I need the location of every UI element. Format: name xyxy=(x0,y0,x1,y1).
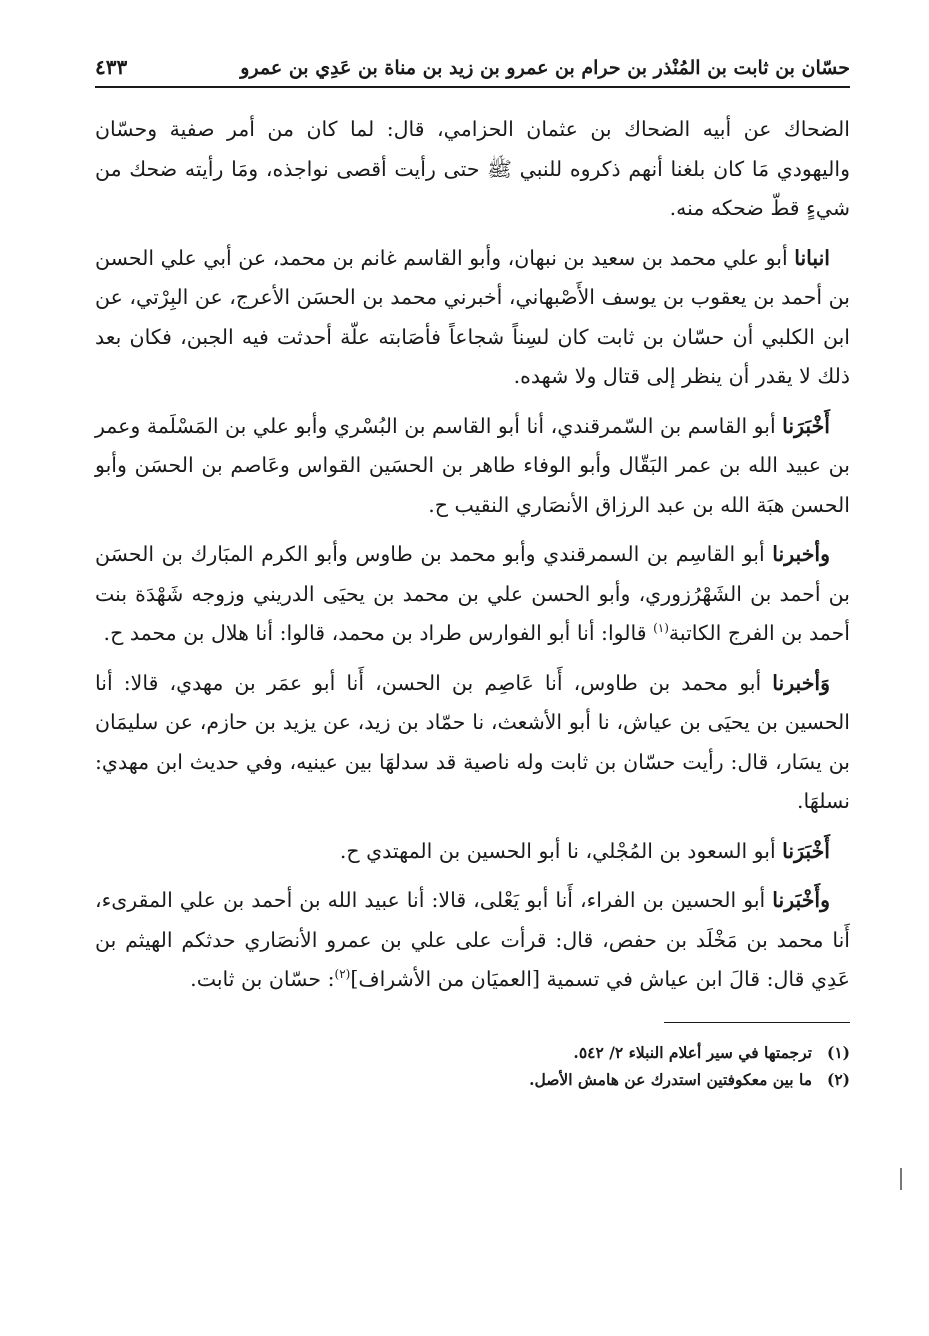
paragraph-text: أبو القاسم بن السّمرقندي، أنا أبو القاسم بن البُسْري وأبو علي بن المَسْلَمة وعمر بن عبيد الله بن عمر البَقّال وأبو الوفاء طاهر بن الحسَين القواس وعَاصم بن الحسَن وأبو الحسن هبَة الله بن عبد الرزاق الأنصَاري النقيب ح. xyxy=(95,413,850,517)
footnote-text: ترجمتها في سير أعلام النبلاء ٢/ ٥٤٢. xyxy=(573,1042,812,1062)
footnote-number: (١) xyxy=(826,1042,850,1062)
paragraph xyxy=(95,110,850,229)
paragraph xyxy=(95,239,850,397)
page-number: ٤٣٣ xyxy=(95,55,128,79)
margin-mark xyxy=(900,1168,902,1190)
paragraph xyxy=(95,881,850,1000)
paragraph-text: الضحاك عن أبيه الضحاك بن عثمان الحزامي، قال: لما كان من أمر صفية وحسّان واليهودي مَا كان بلغنا أنهم ذكروه للنبي ﷺ حتى رأيت أقصى نواجذه، ومَا رأيته ضحك من شيءٍ قطّ ضحكه منه. xyxy=(95,117,850,220)
footnotes xyxy=(95,1039,850,1093)
paragraph-text: أبو علي محمد بن سعيد بن نبهان، وأبو القاسم غانم بن محمد، عن أبي علي الحسن بن أحمد بن يعقوب بن يوسف الأَصْبهاني، أخبرني محمد بن الحسَن الأعرج، عن البِرْتي، عن ابن الكلبي أن حسّان بن ثابت كان لسِناً شجاعاً فأصَابته علّة أحدثت فيه الجبن، فكان بعد ذلك لا يقدر أن ينظر إلى قتال ولا شهده. xyxy=(95,245,850,388)
paragraph-lead: أَخْبَرَنا xyxy=(782,838,830,863)
paragraph-text: أبو السعود بن المُجْلي، نا أبو الحسين بن المهتدي ح. xyxy=(339,838,783,863)
book-page xyxy=(95,52,850,1093)
paragraph xyxy=(95,535,850,654)
footnote-1 xyxy=(95,1039,850,1066)
running-title: حسّان بن ثابت بن المُنْذر بن حرام بن عمرو بن زيد بن مناة بن عَدِي بن عمرو xyxy=(240,57,850,79)
paragraph xyxy=(95,664,850,822)
footnote-text: ما بين معكوفتين استدرك عن هامش الأصل. xyxy=(529,1069,812,1089)
footnote-2 xyxy=(95,1066,850,1093)
paragraph-lead: وأخبرنا xyxy=(772,542,830,566)
paragraph-text-tail: : حسّان بن ثابت. xyxy=(190,967,335,991)
footnote-divider xyxy=(664,1022,850,1023)
paragraph-text: أبو محمد بن طاوس، أَنا عَاصِم بن الحسن، أَنا أبو عمَر بن مهدي، قالا: أنا الحسين بن يحيَى بن عياش، نا أبو الأشعث، نا حمّاد بن زيد، عن يزيد بن حازم، عن سليمَان بن يسَار، قال: رأيت حسّان بن ثابت وله ناصية قد سدلهَا بين عينيه، وفي حديث ابن مهدي: نسلهَا. xyxy=(95,670,850,813)
paragraph xyxy=(95,832,850,872)
running-header xyxy=(95,52,850,88)
paragraph-lead: انبانا xyxy=(794,245,830,270)
body-text xyxy=(95,110,850,1000)
paragraph-text-tail: قالوا: أنا أبو الفوارس طراد بن محمد، قالوا: أنا هلال بن محمد ح. xyxy=(103,621,654,645)
footnote-ref-2[interactable]: (٢) xyxy=(334,967,351,982)
paragraph xyxy=(95,407,850,526)
paragraph-text: أبو القاسِم بن السمرقندي وأبو محمد بن طاوس وأبو الكرم المبَارك بن الحسَن بن أحمد بن الشَهْرُزوري، وأبو الحسن علي بن محمد بن يحيَى الدريني وزوجه شَهْدَة بنت أحمد بن الفرج الكاتبة xyxy=(95,542,850,645)
paragraph-lead: أَخْبَرَنا xyxy=(782,413,830,438)
paragraph-lead: وأَخْبَرنا xyxy=(772,888,830,912)
paragraph-text: أبو الحسين بن الفراء، أَنا أبو يَعْلى، قالا: أنا عبيد الله بن أحمد بن علي المقرىء، أَنا محمد بن مَخْلَد بن حفص، قال: قرأت على علي بن عمرو الأنصَاري حدثكم الهيثم بن عَدِي قال: قالَ ابن عياش في تسمية [العميَان من الأشراف] xyxy=(95,888,850,991)
footnote-ref-1[interactable]: (١) xyxy=(653,621,669,636)
footnote-number: (٢) xyxy=(826,1069,850,1089)
paragraph-lead: وَأخبرنا xyxy=(772,670,830,695)
